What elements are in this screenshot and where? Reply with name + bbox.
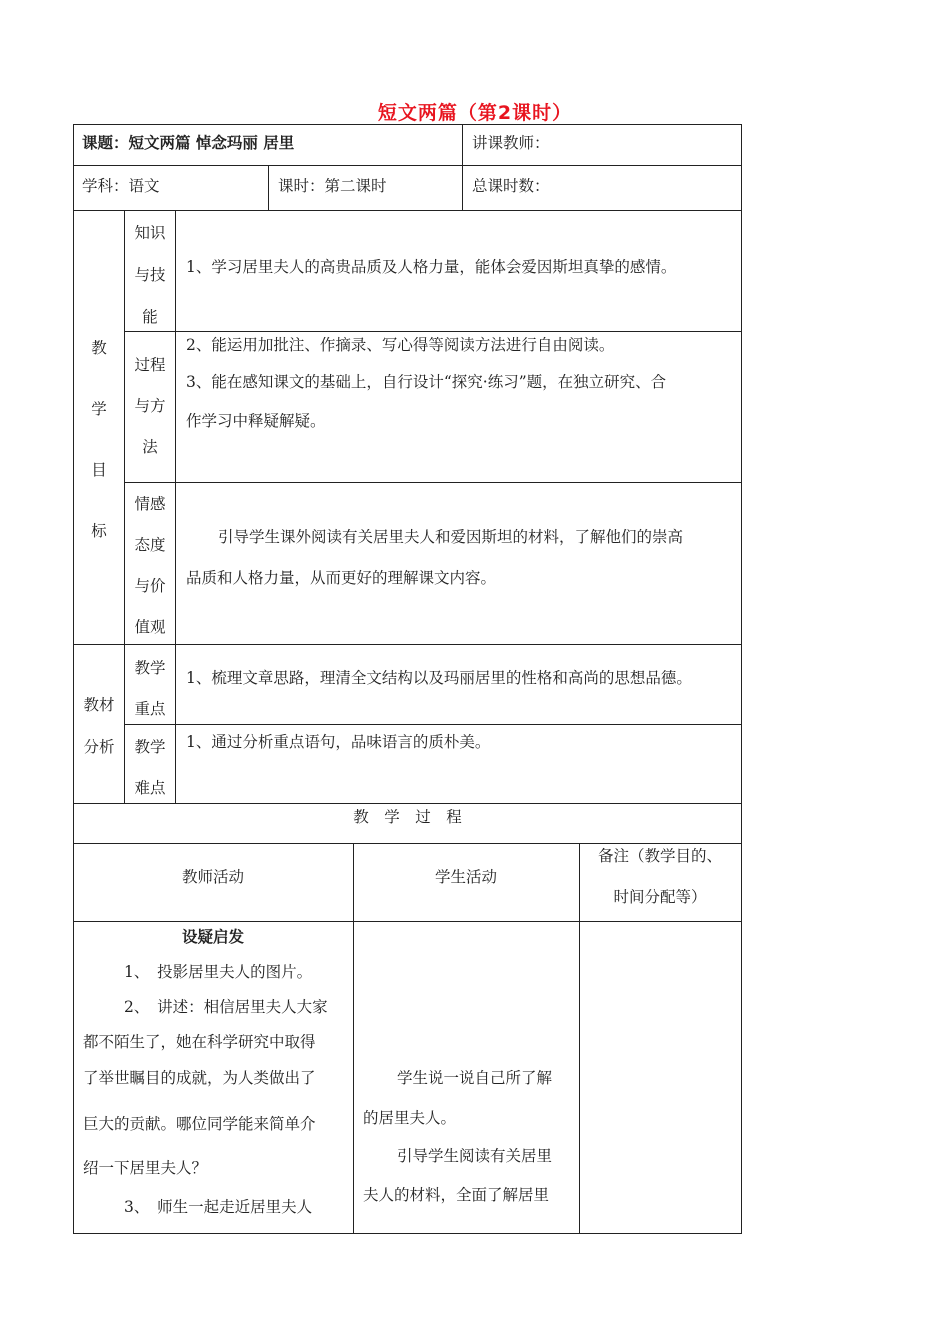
student-activity-header: 学生活动	[434, 868, 497, 886]
emotion-attitude-line-2: 品质和人格力量，从而更好的理解课文内容。	[186, 569, 497, 587]
notes-header-line-1: 备注（教学目的、	[597, 847, 722, 865]
teacher-label: 讲课教师：	[472, 134, 550, 152]
teacher-activity-item-2-line-4: 巨大的贡献。哪位同学能来简单介	[83, 1115, 316, 1133]
teacher-activity-item-3: 3、 师生一起走近居里夫人	[124, 1198, 313, 1216]
teacher-activity-item-2-line-5: 绍一下居里夫人？	[83, 1159, 208, 1177]
process-method-line-3: 作学习中释疑解疑。	[186, 412, 326, 430]
teacher-activity-heading: 设疑启发	[181, 928, 244, 946]
topic-label: 课题：短文两篇 悼念玛丽 居里	[82, 134, 295, 152]
total-periods-label: 总课时数：	[472, 177, 550, 195]
student-activity-line-1: 学生说一说自己所了解	[397, 1069, 553, 1087]
period-label: 课时：第二课时	[278, 177, 387, 195]
teacher-activity-header: 教师活动	[181, 868, 244, 886]
key-point-label: 教学 重点	[134, 659, 166, 718]
teacher-activity-item-2-line-3: 了举世瞩目的成就，为人类做出了	[83, 1069, 316, 1087]
teacher-activity-item-2-line-1: 2、 讲述：相信居里夫人大家	[124, 998, 328, 1016]
emotion-attitude-line-1: 引导学生课外阅读有关居里夫人和爱因斯坦的材料，了解他们的崇高	[218, 528, 684, 546]
teacher-activity-item-2-line-2: 都不陌生了，她在科学研究中取得	[83, 1033, 316, 1051]
notes-header-line-2: 时间分配等）	[613, 888, 707, 906]
page-title: 短文两篇（第2课时）	[377, 102, 573, 124]
subject-label: 学科：语文	[82, 177, 160, 195]
difficult-point-label: 教学 难点	[134, 738, 166, 797]
process-method-label: 过程 与方 法	[134, 356, 166, 456]
process-method-line-2: 3、能在感知课文的基础上，自行设计“探究·练习”题，在独立研究、合	[186, 373, 667, 391]
key-point-text: 1、梳理文章思路，理清全文结构以及玛丽居里的性格和高尚的思想品德。	[186, 669, 692, 687]
student-activity-line-2: 的居里夫人。	[363, 1109, 457, 1127]
process-method-line-1: 2、能运用加批注、作摘录、写心得等阅读方法进行自由阅读。	[186, 336, 615, 354]
student-activity-line-4: 夫人的材料，全面了解居里	[363, 1186, 550, 1204]
teacher-activity-item-1: 1、 投影居里夫人的图片。	[124, 963, 313, 981]
difficult-point-text: 1、通过分析重点语句，品味语言的质朴美。	[186, 733, 491, 751]
objectives-label: 教 学 目 标	[91, 339, 107, 540]
knowledge-label: 知识 与技 能	[134, 224, 166, 326]
knowledge-text: 1、学习居里夫人的高贵品质及人格力量，能体会爱因斯坦真挚的感情。	[186, 258, 677, 276]
teaching-process-header: 教 学 过 程	[353, 808, 462, 826]
material-analysis-label: 教材 分析	[83, 696, 115, 756]
emotion-attitude-label: 情感 态度 与价 值观	[134, 495, 166, 636]
student-activity-line-3: 引导学生阅读有关居里	[397, 1147, 553, 1165]
